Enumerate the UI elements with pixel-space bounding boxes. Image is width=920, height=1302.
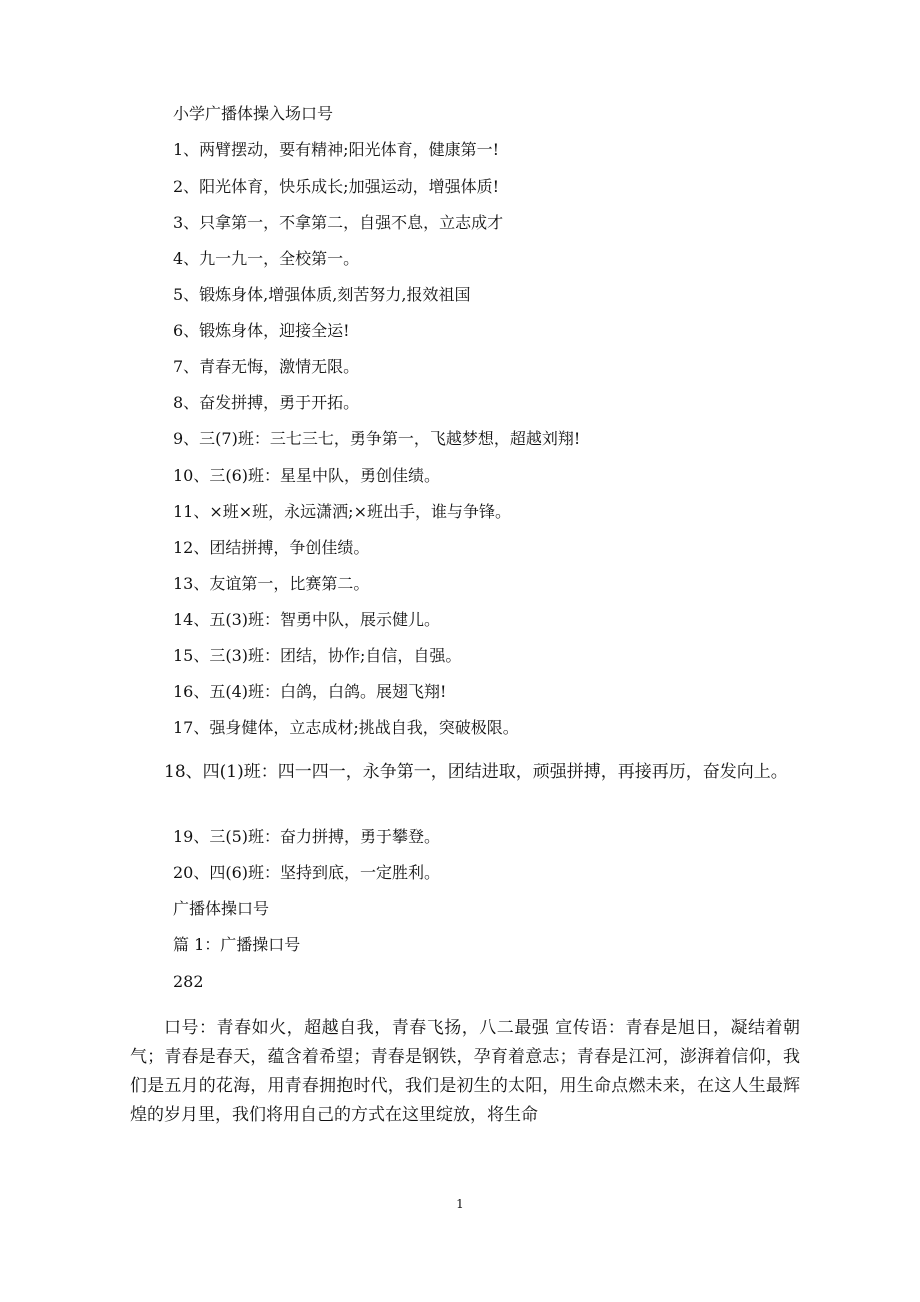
document-title: 小学广播体操入场口号 bbox=[173, 104, 334, 123]
slogan-item-5: 5、锻炼身体,增强体质,刻苦努力,报效祖国 bbox=[173, 285, 471, 304]
slogan-item-19: 19、三(5)班：奋力拼搏，勇于攀登。 bbox=[173, 827, 441, 846]
slogan-item-6: 6、锻炼身体，迎接全运! bbox=[173, 321, 350, 340]
slogan-paragraph: 口号：青春如火，超越自我，青春飞扬，八二最强 宣传语：青春是旭日，凝结着朝气；青春是春天，蕴含着希望；青春是钢铁，孕育着意志；青春是江河，澎湃着信仰，我们是五月的花海，用青春拥抱时代，我们是初生的太阳，用生命点燃未来，在这人生最辉煌的岁月里，我们将用自己的方式在这里绽放，将生命 bbox=[130, 1018, 800, 1125]
slogan-item-16: 16、五(4)班：白鸽，白鸽。展翅飞翔! bbox=[173, 682, 447, 701]
section-title: 广播体操口号 bbox=[173, 899, 270, 918]
slogan-item-11: 11、×班×班，永远潇洒;×班出手，谁与争锋。 bbox=[173, 502, 511, 521]
slogan-item-4: 4、九一九一，全校第一。 bbox=[173, 249, 360, 268]
slogan-item-10: 10、三(6)班：星星中队，勇创佳绩。 bbox=[173, 466, 441, 485]
slogan-item-1: 1、两臂摆动，要有精神;阳光体育，健康第一! bbox=[173, 140, 500, 159]
number-line: 282 bbox=[173, 972, 204, 991]
slogan-item-15: 15、三(3)班：团结，协作;自信，自强。 bbox=[173, 646, 462, 665]
slogan-item-17: 17、强身健体，立志成材;挑战自我，突破极限。 bbox=[173, 718, 519, 737]
slogan-item-2: 2、阳光体育，快乐成长;加强运动，增强体质! bbox=[173, 177, 500, 196]
slogan-item-8: 8、奋发拼搏，勇于开拓。 bbox=[173, 393, 360, 412]
slogan-item-12: 12、团结拼搏，争创佳绩。 bbox=[173, 538, 370, 557]
slogan-item-3: 3、只拿第一，不拿第二，自强不息，立志成才 bbox=[173, 213, 504, 232]
page-number: 1 bbox=[456, 1197, 464, 1211]
slogan-item-7: 7、青春无悔，激情无限。 bbox=[173, 357, 360, 376]
slogan-item-20: 20、四(6)班：坚持到底，一定胜利。 bbox=[173, 863, 441, 882]
chapter-label: 篇 1：广播操口号 bbox=[173, 935, 301, 954]
slogan-item-9: 9、三(7)班：三七三七，勇争第一，飞越梦想，超越刘翔! bbox=[173, 429, 581, 448]
slogan-item-18: 18、四(1)班：四一四一，永争第一，团结进取，顽强拼搏，再接再历，奋发向上。 bbox=[164, 762, 788, 782]
slogan-item-13: 13、友谊第一，比赛第二。 bbox=[173, 574, 370, 593]
slogan-item-14: 14、五(3)班：智勇中队，展示健儿。 bbox=[173, 610, 441, 629]
